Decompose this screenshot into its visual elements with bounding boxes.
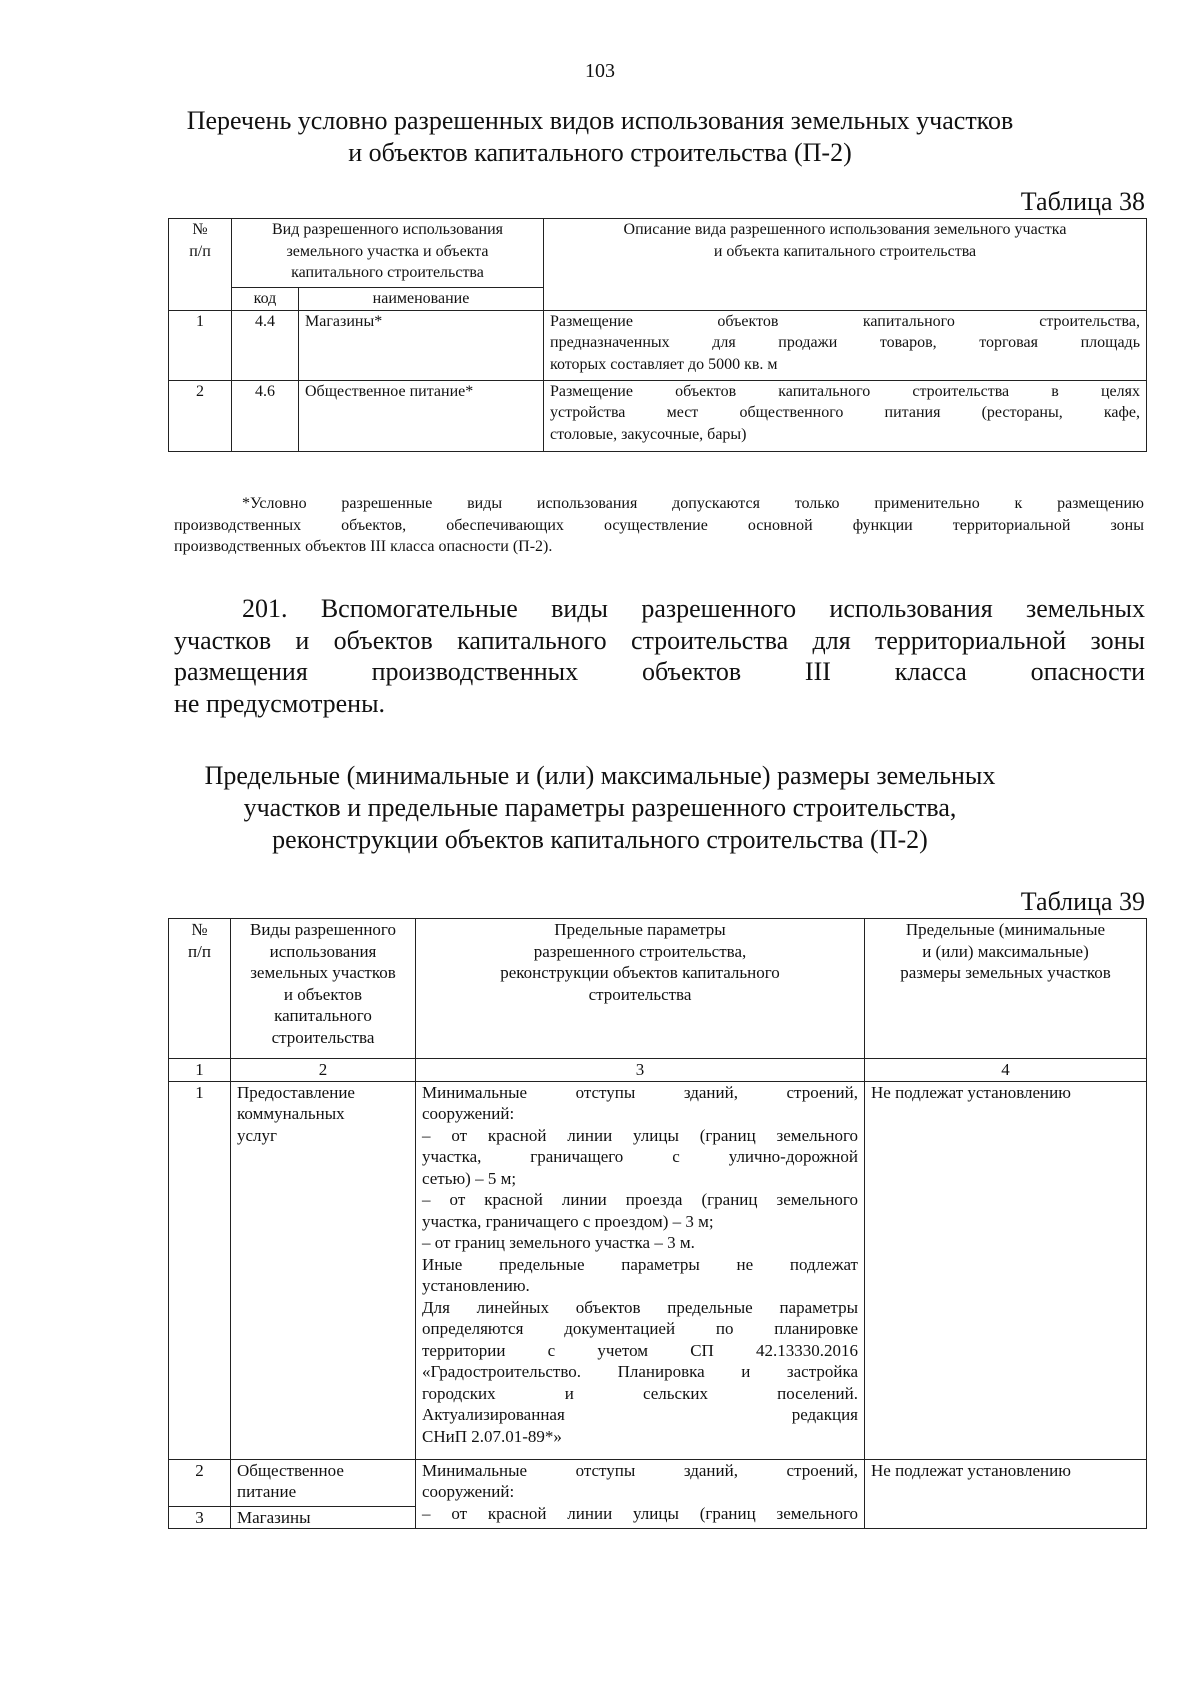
table-row	[169, 1459, 1147, 1506]
heading-line: участков и предельные параметры разрешенного строительства,	[243, 793, 957, 822]
column-number: 1	[169, 1059, 231, 1082]
paragraph-201: 201. Вспомогательные виды разрешенного использования земельных участков и объектов капитального строительства для территориальной зоны размещения производственных объектов III класса опасности не предусмотрены.	[174, 594, 1145, 718]
header-use-type: Вид разрешенного использования земельного участка и объекта капитального строительства	[232, 219, 544, 288]
row-use-type: Общественное питание	[231, 1459, 416, 1506]
table-38-caption: Таблица 38	[1020, 187, 1145, 216]
heading-conditional-uses	[150, 105, 1050, 169]
heading-line: Перечень условно разрешенных видов использования земельных участков	[186, 106, 1014, 135]
column-number: 2	[231, 1059, 416, 1082]
table-39-caption: Таблица 39	[1020, 887, 1145, 916]
row-name: Общественное питание*	[299, 380, 544, 451]
row-use-type: Магазины	[231, 1506, 416, 1529]
row-num: 3	[169, 1506, 231, 1529]
header-name: наименование	[299, 288, 544, 311]
row-limit-sizes: Не подлежат установлению	[865, 1459, 1147, 1529]
row-limit-params: Минимальные отступы зданий, строений, сооружений: – от красной линии улицы (границ земельного	[416, 1459, 865, 1529]
row-num: 1	[169, 310, 232, 380]
row-code: 4.6	[232, 380, 299, 451]
header-code: код	[232, 288, 299, 311]
row-num: 1	[169, 1081, 231, 1459]
table-row	[169, 1081, 1147, 1459]
table-38	[168, 218, 1147, 452]
row-description: Размещение объектов капитального строительства в целях устройства мест общественного питания (рестораны, кафе, столовые, закусочные, бары)	[544, 380, 1147, 451]
header-use-types: Виды разрешенного использования земельных участков и объектов капитального строительства	[231, 919, 416, 1059]
header-num: № п/п	[169, 219, 232, 311]
page-number: 103	[585, 60, 615, 82]
column-number: 3	[416, 1059, 865, 1082]
header-limit-sizes: Предельные (минимальные и (или) максимальные) размеры земельных участков	[865, 919, 1147, 1059]
table-39	[168, 918, 1147, 1529]
column-numbers-row	[169, 1059, 1147, 1082]
footnote: *Условно разрешенные виды использования допускаются только применительно к размещению производственных объектов, обеспечивающих осуществление основной функции территориальной зоны производственных объектов III класса опасности (П-2).	[174, 495, 1144, 555]
table-row	[169, 380, 1147, 451]
row-limit-params: Минимальные отступы зданий, строений, сооружений: – от красной линии улицы (границ земельного участка, граничащего с улично-дорожной сетью) – 5 м; – от красной линии проезда (границ земельного участка, граничащего с проездом) – 3 м; – от границ земельного участка – 3 м. Иные предельные параметры не подлежат установлению. Для линейных объектов предельные параметры определяются документацией по планировке территории с учетом СП 42.13330.2016 «Градостроительство. Планировка и застройка городских и сельских поселений. Актуализированная редакция СНиП 2.07.01-89*»	[416, 1081, 865, 1459]
table-row	[169, 310, 1147, 380]
row-use-type: Предоставление коммунальных услуг	[231, 1081, 416, 1459]
header-limit-params: Предельные параметры разрешенного строительства, реконструкции объектов капитального строительства	[416, 919, 865, 1059]
row-description: Размещение объектов капитального строительства, предназначенных для продажи товаров, торговая площадь которых составляет до 5000 кв. м	[544, 310, 1147, 380]
heading-line: Предельные (минимальные и (или) максимальные) размеры земельных	[204, 761, 996, 790]
row-code: 4.4	[232, 310, 299, 380]
row-num: 2	[169, 1459, 231, 1506]
heading-limit-sizes	[150, 760, 1050, 856]
row-num: 2	[169, 380, 232, 451]
row-name: Магазины*	[299, 310, 544, 380]
heading-line: реконструкции объектов капитального строительства (П-2)	[272, 825, 928, 854]
header-description: Описание вида разрешенного использования земельного участка и объекта капитального строительства	[544, 219, 1147, 311]
row-limit-sizes: Не подлежат установлению	[865, 1081, 1147, 1459]
column-number: 4	[865, 1059, 1147, 1082]
header-num: № п/п	[169, 919, 231, 1059]
heading-line: и объектов капитального строительства (П-2)	[348, 138, 852, 167]
